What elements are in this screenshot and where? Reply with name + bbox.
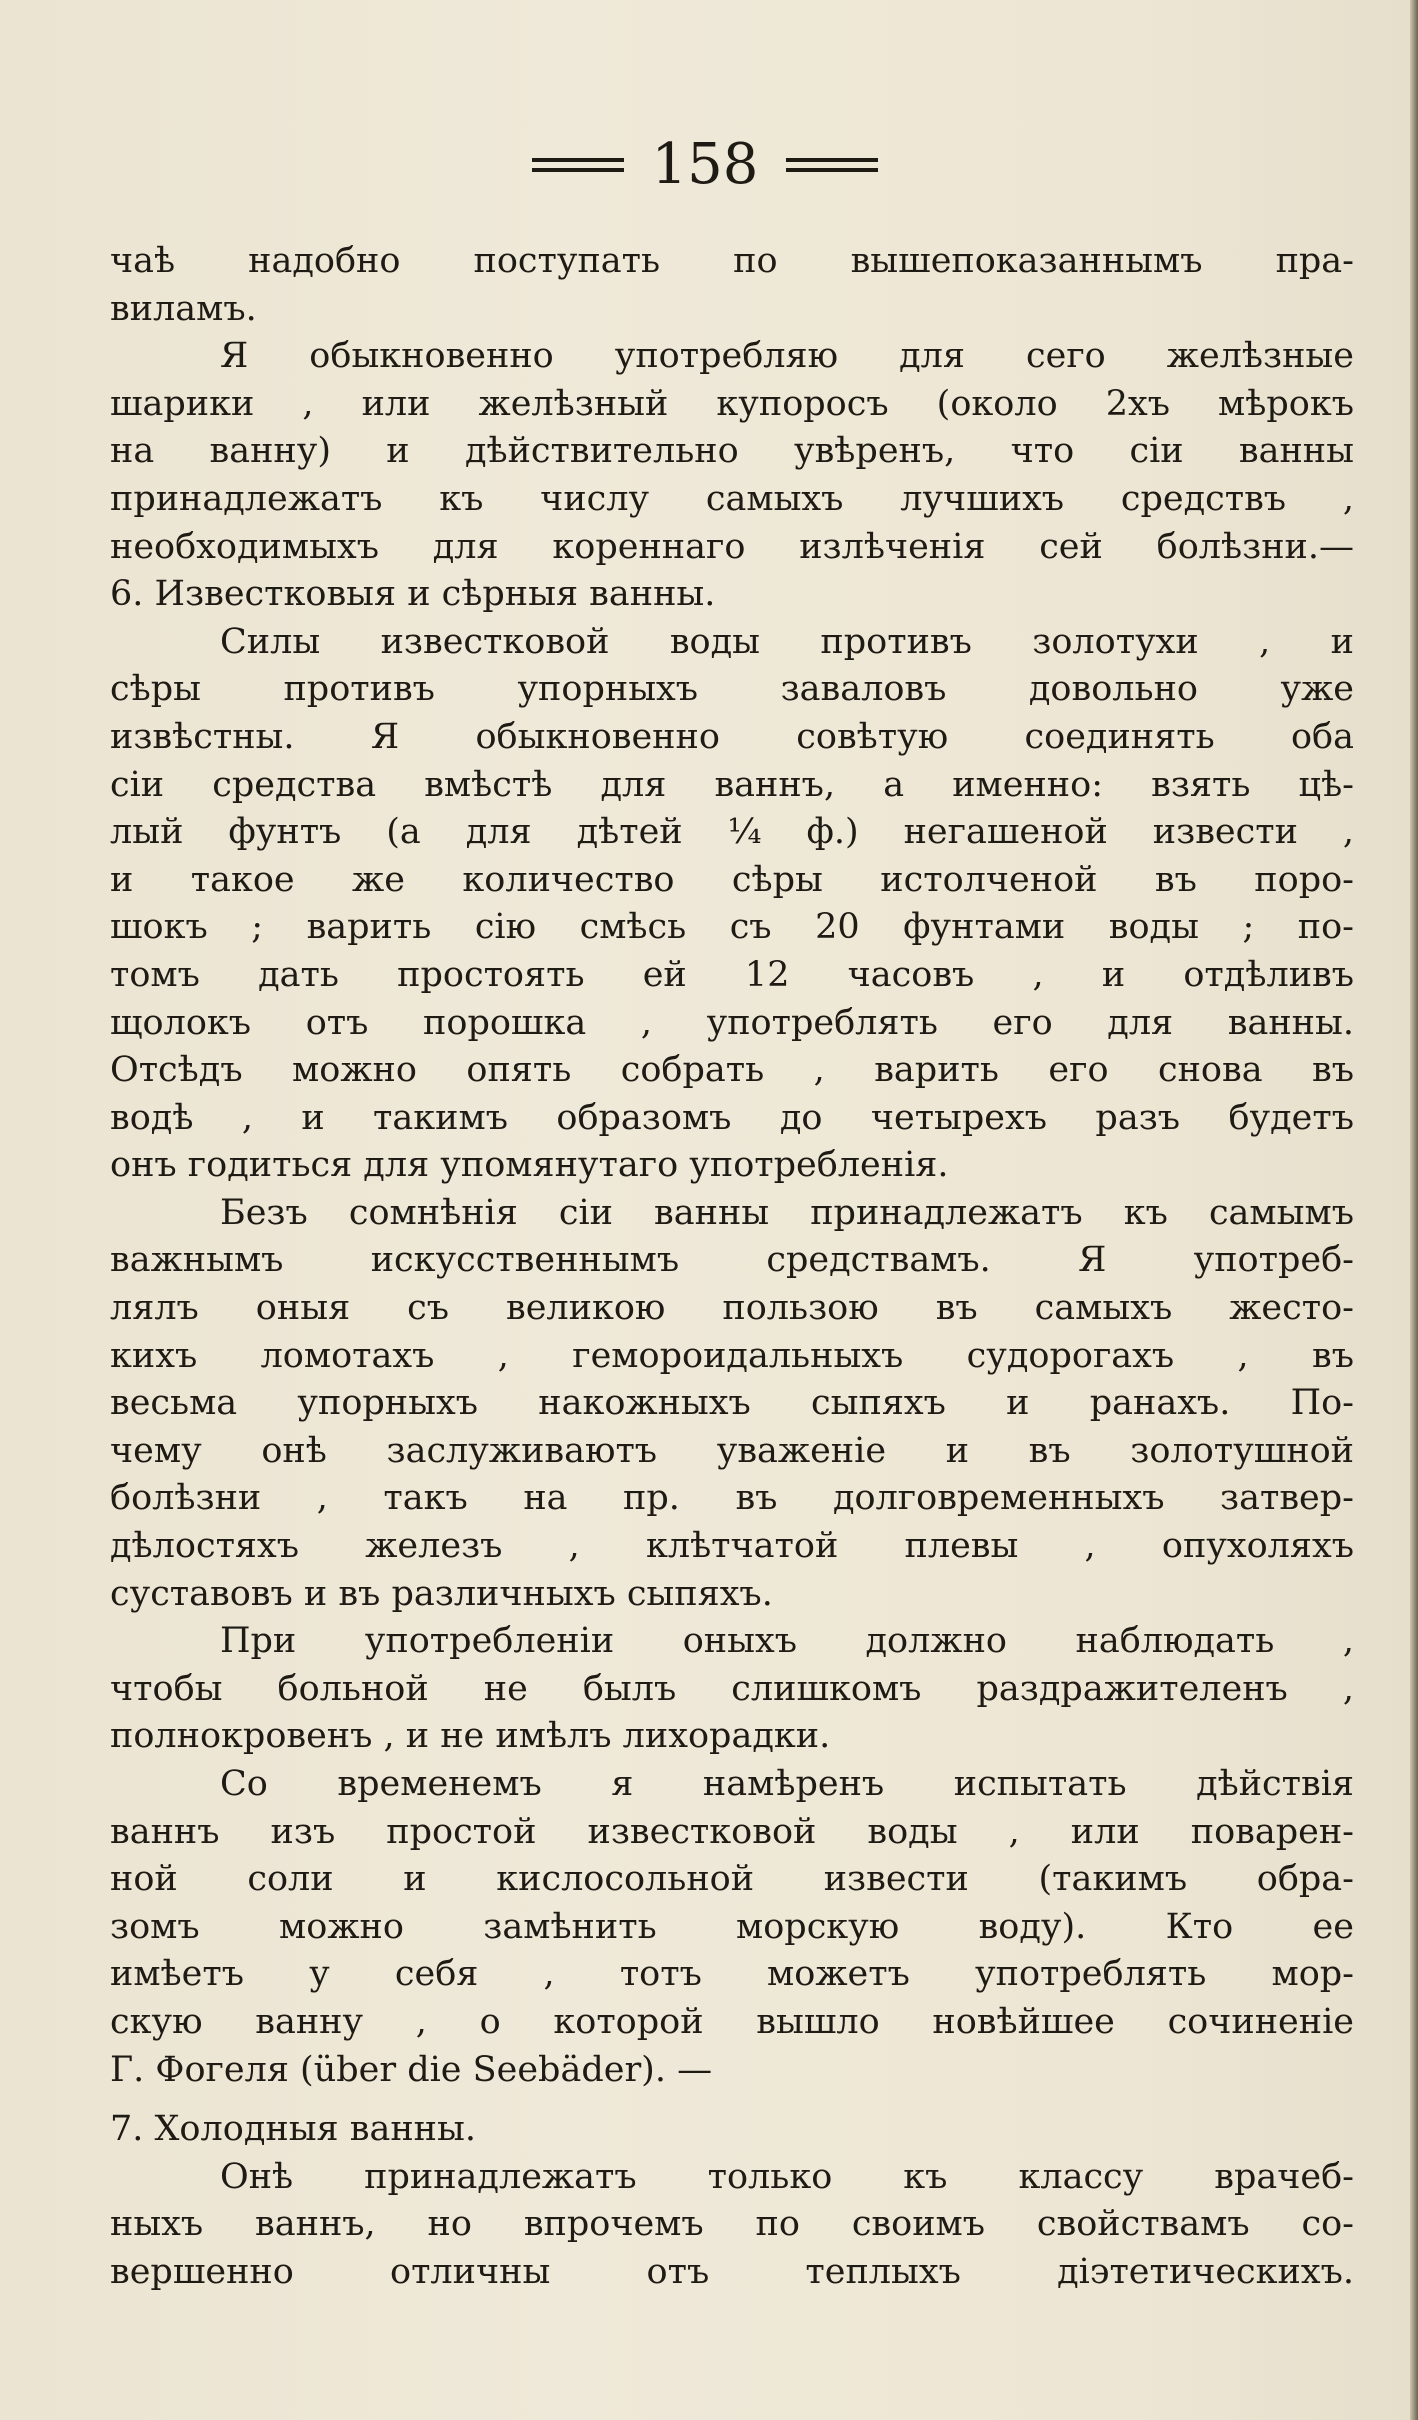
page-header bbox=[0, 130, 1410, 200]
text-line: онъ годиться для упомянутаго употребленія. bbox=[110, 1145, 949, 1186]
text-line: чему онѣ заслуживаютъ уваженіе и въ золотушной bbox=[110, 1430, 1354, 1471]
text-line: томъ дать простоять ей 12 часовъ , и отдѣливъ bbox=[110, 954, 1354, 995]
text-line: чаѣ надобно поступать по вышепоказаннымъ пра- bbox=[110, 241, 1354, 281]
page-body bbox=[110, 238, 1354, 2297]
text-line: сѣры противъ упорныхъ заваловъ довольно уже bbox=[110, 669, 1354, 710]
text-line: ваннъ изъ простой известковой воды , или поварен- bbox=[110, 1811, 1354, 1852]
text-line: суставовъ и въ различныхъ сыпяхъ. bbox=[110, 1573, 773, 1614]
text-line: имѣетъ у себя , тотъ можетъ употреблять мор- bbox=[110, 1954, 1354, 1995]
text-line: вершенно отличны отъ теплыхъ діэтетическихъ. bbox=[110, 2251, 1354, 2292]
text-line: Отсѣдъ можно опять собрать , варить его снова въ bbox=[110, 1050, 1354, 1091]
page-edge-shadow bbox=[1410, 0, 1418, 2420]
text-line: лый фунтъ (а для дѣтей ¼ ф.) негашеной извести , bbox=[110, 812, 1354, 853]
text-line: принадлежатъ къ числу самыхъ лучшихъ средствъ , bbox=[110, 478, 1354, 519]
text-line: кихъ ломотахъ , геморoидальныхъ судорогахъ , въ bbox=[110, 1335, 1354, 1376]
text-line: скую ванну , о которой вышло новѣйшее сочиненіе bbox=[110, 2001, 1354, 2042]
text-line: весьма упорныхъ накожныхъ сыпяхъ и ранахъ. По- bbox=[110, 1383, 1354, 1424]
text-line: на ванну) и дѣйствительно увѣренъ, что сіи ванны bbox=[110, 431, 1354, 472]
text-line: необходимыхъ для кореннаго излѣченія сей болѣзни.— bbox=[110, 526, 1354, 567]
text-line: ной соли и кислосольной извести (такимъ обра- bbox=[110, 1859, 1354, 1900]
paragraph-start-line: Силы известковой воды противъ золотухи , и bbox=[220, 621, 1354, 662]
text-line: водѣ , и такимъ образомъ до четырехъ разъ будетъ bbox=[110, 1097, 1354, 1138]
paragraph-start-line: Безъ сомнѣнія сіи ванны принадлежатъ къ самымъ bbox=[220, 1192, 1354, 1233]
section-heading-7: 7. Холодныя ванны. bbox=[110, 2109, 476, 2150]
paragraph-start-line: Я обыкновенно употребляю для сего желѣзные bbox=[220, 336, 1354, 377]
text-line: чтобы больной не былъ слишкомъ раздражителенъ , bbox=[110, 1668, 1354, 1709]
text-line: ныхъ ваннъ, но впрочемъ по своимъ свойствамъ со- bbox=[110, 2204, 1354, 2245]
text-line: щолокъ отъ порошка , употреблять его для ванны. bbox=[110, 1002, 1354, 1043]
header-rule-left bbox=[532, 158, 624, 172]
text-line: важнымъ искусственнымъ средствамъ. Я употреб- bbox=[110, 1240, 1354, 1281]
text-line: извѣстны. Я обыкновенно совѣтую соединять оба bbox=[110, 716, 1354, 757]
text-line: лялъ оныя съ великою пользою въ самыхъ жесто- bbox=[110, 1288, 1354, 1329]
text-line: Г. Фогеля (über die Seebäder). — bbox=[110, 2049, 713, 2090]
text-line: зомъ можно замѣнить морскую воду). Кто ее bbox=[110, 1906, 1354, 1947]
paragraph-start-line: Со временемъ я намѣренъ испытать дѣйствія bbox=[220, 1764, 1354, 1804]
header-rule-right bbox=[786, 158, 878, 172]
section-heading-6: 6. Известковыя и сѣрныя ванны. bbox=[110, 574, 716, 615]
text-line: шарики , или желѣзный купоросъ (около 2хъ мѣрокъ bbox=[110, 383, 1354, 424]
text-line: дѣлостяхъ железъ , клѣтчатой плевы , опухоляхъ bbox=[110, 1526, 1354, 1567]
paragraph-start-line: При употребленіи оныхъ должно наблюдать , bbox=[220, 1621, 1354, 1662]
text-line: полнокровенъ , и не имѣлъ лихорадки. bbox=[110, 1716, 831, 1757]
page-number: 158 bbox=[651, 132, 759, 197]
paragraph-start-line: Онѣ принадлежатъ только къ классу врачеб- bbox=[220, 2156, 1354, 2197]
text-line: виламъ. bbox=[110, 288, 257, 329]
text-line: и такое же количество сѣры истолченой въ поро- bbox=[110, 859, 1354, 900]
text-line: шокъ ; варить сію смѣсь съ 20 фунтами воды ; по- bbox=[110, 907, 1354, 948]
text-line: сіи средства вмѣстѣ для ваннъ, а именно: взять цѣ- bbox=[110, 764, 1354, 805]
text-line: болѣзни , такъ на пр. въ долговременныхъ затвер- bbox=[110, 1478, 1354, 1519]
